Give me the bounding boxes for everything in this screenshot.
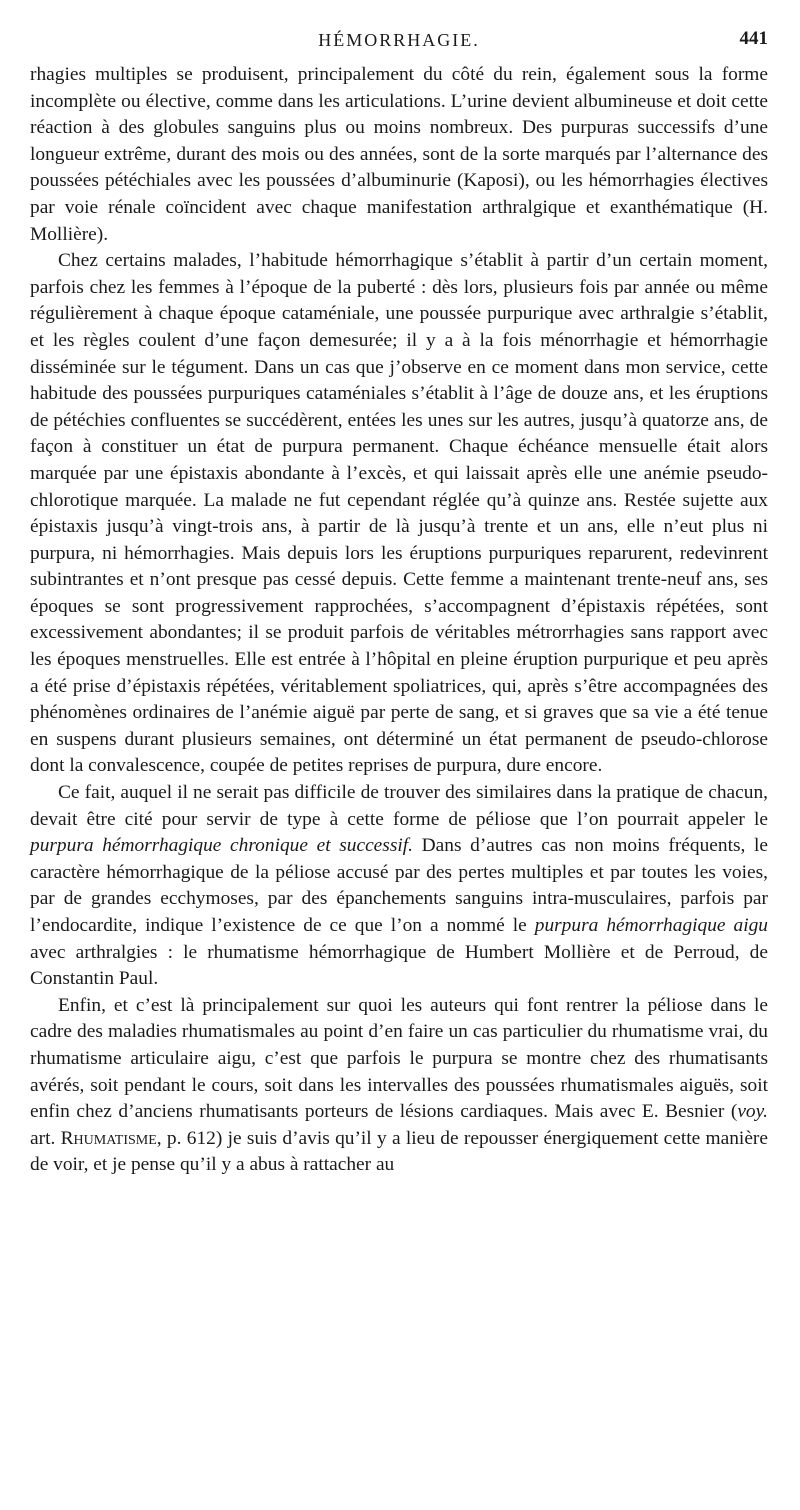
paragraph-rheumatism — [30, 993, 768, 1179]
paragraph-continuation: rhagies multiples se produisent, principalement du côté du rein, également sous la forme incomplète ou élective, comme dans les articulations. L’urine devient albumineuse et doit cette réaction à des globules sanguins plus ou moins nombreux. Des purpuras successifs d’une longueur extrême, durant des mois ou des années, sont de la sorte marqués par l’alternance des poussées pétéchiales avec les poussées d’albuminurie (Kaposi), ou les hémorrhagies électives par voie rénale coïncident avec chaque manifestation arthralgique et exanthématique (H. Mollière). — [30, 64, 768, 245]
text-run: Ce fait, auquel il ne serait pas difficile de trouver des similaires dans la pratique de chacun, devait être cité pour servir de type à cette forme de péliose que l’on pourrait appeler le — [30, 782, 768, 830]
italic-term-chronic: purpura hémorrhagique chronique et successif. — [30, 835, 413, 857]
text-run: art. — [30, 1127, 61, 1149]
paragraph-purpura-forms — [30, 780, 768, 993]
page-number: 441 — [739, 28, 768, 49]
text-run: avec arthralgies : le rhumatisme hémorrhagique de Humbert Mollière et de Perroud, de Constantin Paul. — [30, 941, 768, 990]
running-title: HÉMORRHAGIE. — [318, 30, 480, 50]
text-run: Dans d’autres cas non moins fréquents, le caractère hémorrhagique de la péliose accusé par des pertes multiples et par toutes les voies, par de grandes ecchymoses, par des épanchements sanguins intra-musculaires, parfois par l’endocardite, indique l’existence de ce que l’on a nommé le — [30, 835, 768, 936]
italic-term-acute: purpura hémorrhagique aigu — [534, 915, 768, 936]
text-run: Enfin, et c’est là principalement sur quoi les auteurs qui font rentrer la péliose dans le cadre des maladies rhumatismales au point d’en faire un cas particulier du rhumatisme vrai, du rhumatisme articulaire aigu, c’est que parfois le purpura se montre chez des rhumatisants avérés, soit pendant le cours, soit dans les intervalles des poussées rhumatismales aiguës, soit enfin chez d’anciens rhumatisants porteurs de lésions cardiaques. Mais avec E. Besnier ( — [30, 994, 768, 1123]
document-page — [30, 28, 768, 1179]
small-caps-reference: Rhumatisme — [60, 1127, 157, 1149]
page-header — [30, 28, 768, 62]
text-run: , p. 612) je suis d’avis qu’il y a lieu de repousser énergiquement cette manière de voir, et je pense qu’il y a abus à rattacher au — [30, 1127, 768, 1176]
paragraph-case-report: Chez certains malades, l’habitude hémorrhagique s’établit à partir d’un certain moment, parfois chez les femmes à l’époque de la puberté : dès lors, plusieurs fois par année ou même régulièrement à chaque époque cataméniale, une poussée purpurique avec arthralgie s’établit, et les règles coulent d’une façon demesurée; il y a à la fois ménorrhagie et hémorrhagie disséminée sur le tégument. Dans un cas que j’observe en ce moment dans mon service, cette habitude des poussées purpuriques cataméniales s’établit à l’âge de douze ans, et les éruptions de pétéchies confluentes se succédèrent, entées les unes sur les autres, jusqu’à quatorze ans, de façon à constituer un état de purpura permanent. Chaque échéance mensuelle était alors marquée par une épistaxis abondante à l’excès, et qui laissait après elle une anémie pseudo-chlorotique marquée. La malade ne fut cependant réglée qu’à quinze ans. Restée sujette aux épistaxis jusqu’à vingt-trois ans, à partir de là jusqu’à trente et un ans, elle n’eut plus ni purpura, ni hémorrhagies. Mais depuis lors les éruptions purpuriques reparurent, redevinrent subintrantes et n’ont presque pas cessé depuis. Cette femme a maintenant trente-neuf ans, ses époques se sont progressivement rapprochées, s’accompagnent d’épistaxis répétées, sont excessivement abondantes; il se produit parfois de véritables métrorrhagies sans rapport avec les époques menstruelles. Elle est entrée à l’hôpital en pleine éruption purpurique et peu après a été prise d’épistaxis répétées, véritablement spoliatrices, qui, après s’être accompagnées des phénomènes ordinaires de l’anémie aiguë par perte de sang, et si graves que sa vie a été tenue en suspens durant plusieurs semaines, ont déterminé un état permanent de pseudo-chlorose dont la convalescence, coupée de petites reprises de purpura, dure encore. — [30, 250, 768, 777]
italic-voy: voy. — [737, 1101, 768, 1123]
